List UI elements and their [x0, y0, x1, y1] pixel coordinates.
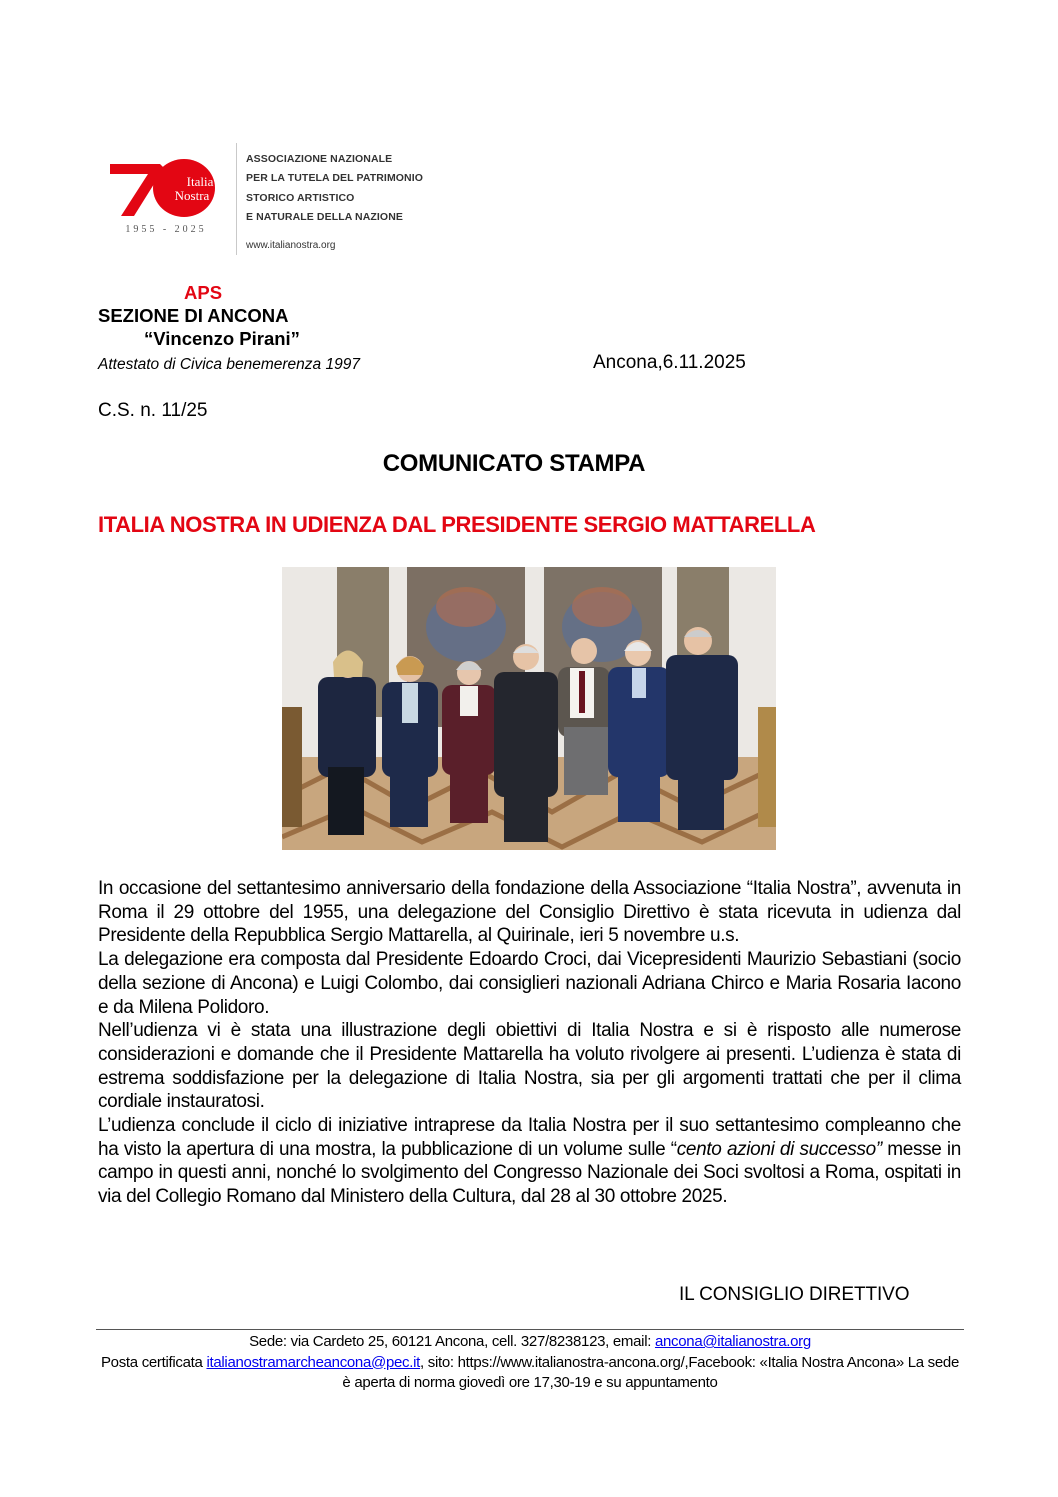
headline: ITALIA NOSTRA IN UDIENZA DAL PRESIDENTE SERGIO MATTARELLA — [98, 512, 816, 537]
person-3 — [442, 661, 496, 823]
footer-line-2 — [96, 1353, 964, 1394]
aps-label: APS — [184, 282, 223, 303]
press-release-number: C.S. n. 11/25 — [98, 400, 208, 421]
assoc-line: STORICO ARTISTICO — [246, 191, 355, 204]
logo-divider — [236, 143, 237, 255]
logo-website-url: www.italianostra.org — [246, 240, 336, 251]
document-date: Ancona,6.11.2025 — [593, 352, 746, 373]
footer-address: Sede: via Cardeto 25, 60121 Ancona, cell. 327/8238123, email: — [249, 1333, 655, 1350]
attestato-note: Attestato di Civica benemerenza 1997 — [98, 356, 360, 373]
body-text-segment: messe in campo in questi anni, nonché lo svolgimento del Congresso Nazionale dei Soci svoltosi a Roma, ospitati in via del Collegio Romano dal Ministero della Cultura, dal 28 al 30 ottobre 2025. — [98, 1138, 961, 1208]
association-description — [246, 150, 423, 227]
footer-pec-label: Posta certificata — [100, 1353, 207, 1371]
logo-brand-line2: Nostra — [174, 188, 210, 203]
document-title: COMUNICATO STAMPA — [382, 450, 646, 477]
italia-nostra-70-logo — [108, 150, 228, 240]
logo-brand-line1: Italia — [186, 174, 214, 189]
body-paragraph: La delegazione era composta dal Presidente Edoardo Croci, dai Vicepresidenti Maurizio Sebastiani (socio della sezione di Ancona) e Luigi Colombo, dai consiglieri nazionali Adriana Chirco e Maria Rosaria Iacono e da Milena Polidoro. — [98, 949, 961, 1018]
delegation-photo — [282, 567, 776, 850]
footer — [96, 1332, 964, 1394]
section-dedication: “Vincenzo Pirani” — [144, 328, 300, 349]
body-paragraph: In occasione del settantesimo anniversario della fondazione della Associazione “Italia Nostra”, avvenuta in Roma il 29 ottobre del 1955, una delegazione del Consiglio Direttivo è stata ricevuta in udienza dal Presidente della Repubblica Sergio Mattarella, al Quirinale, ieri 5 novembre u.s. — [98, 878, 961, 947]
pec-email-link[interactable]: italianostramarcheancona@pec.it — [206, 1353, 421, 1371]
footer-site-info: , sito: https://www.italianostra-ancona.org/,Facebook: «Italia Nostra Ancona» La sede è aperta di norma giovedì ore 17,30-19 e su appuntamento — [342, 1353, 960, 1391]
body-paragraph: Nell’udienza vi è stata una illustrazione degli obiettivi di Italia Nostra e si è risposto alle numerose considerazioni e domande che il Presidente Mattarella ha voluto rivolgere ai presenti. L’udienza è stata di estrema soddisfazione per la delegazione di Italia Nostra, sia per gli argomenti trattati che per il clima cordiale instauratosi. — [98, 1020, 961, 1113]
body-text-segment: L’udienza conclude il ciclo di iniziative intraprese da Italia Nostra per il suo settantesimo compleanno che ha visto la apertura di una mostra, la pubblicazione di un volume sulle “ — [98, 1115, 961, 1160]
assoc-line: E NATURALE DELLA NAZIONE — [246, 210, 403, 223]
email-link[interactable]: ancona@italianostra.org — [654, 1333, 811, 1350]
logo-years: 1955 - 2025 — [125, 224, 207, 235]
assoc-line: ASSOCIAZIONE NAZIONALE — [246, 153, 393, 165]
body-paragraph — [98, 1114, 961, 1209]
footer-line-1 — [96, 1332, 964, 1353]
body-italic-quote: cento azioni di successo” — [676, 1138, 882, 1160]
signature: IL CONSIGLIO DIRETTIVO — [679, 1284, 910, 1305]
assoc-line: PER LA TUTELA DEL PATRIMONIO — [246, 172, 424, 185]
section-name: SEZIONE DI ANCONA — [98, 305, 289, 326]
footer-divider — [96, 1329, 964, 1330]
press-release-body — [98, 877, 961, 1209]
